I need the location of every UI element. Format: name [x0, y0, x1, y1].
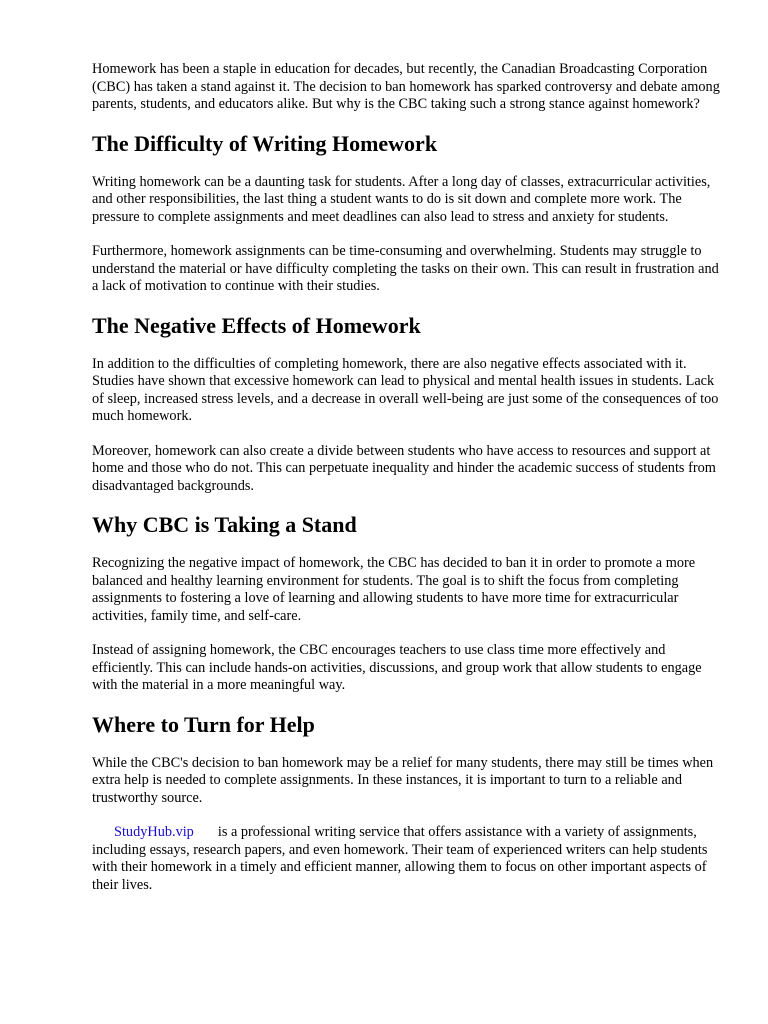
why-cbc-paragraph-2: Instead of assigning homework, the CBC encourages teachers to use class time more effectively and efficiently. This can include hands-on activities, discussions, and group work that allow students to engage with the material in a more meaningful way. — [92, 642, 702, 693]
studyhub-description: is a professional writing service that offers assistance with a variety of assignments, including essays, research papers, and even homework. Their team of experienced writers can help students with their homework in a timely and efficient manner, allowing them to focus on other important aspects of their lives. — [92, 824, 708, 893]
heading-why-cbc: Why CBC is Taking a Stand — [92, 512, 357, 537]
why-cbc-paragraph-1: Recognizing the negative impact of homework, the CBC has decided to ban it in order to promote a more balanced and healthy learning environment for students. The goal is to shift the focus from completing assignments to fostering a love of learning and allowing students to have more time for extracurricular activities, family time, and self-care. — [92, 555, 696, 624]
heading-negative-effects: The Negative Effects of Homework — [92, 312, 421, 338]
negative-effects-paragraph-2: Moreover, homework can also create a divide between students who have access to resources and support at home and those who do not. This can perpetuate inequality and hinder the academic success of students from disadvantaged backgrounds. — [92, 442, 716, 494]
heading-difficulty: The Difficulty of Writing Homework — [92, 130, 438, 156]
studyhub-paragraph — [92, 824, 728, 894]
help-paragraph-1: While the CBC's decision to ban homework may be a relief for many students, there may still be times when extra help is needed to complete assignments. In these instances, it is important to turn to a reliable and trustworthy source. — [92, 754, 714, 806]
difficulty-paragraph-2: Furthermore, homework assignments can be time-consuming and overwhelming. Students may struggle to understand the material or have difficulty completing the tasks on their own. This can result in frustration and a lack of motivation to continue with their studies. — [92, 243, 719, 294]
article-body — [92, 61, 728, 911]
difficulty-paragraph-1: Writing homework can be a daunting task for students. After a long day of classes, extracurricular activities, and other responsibilities, the last thing a student wants to do is sit down and complete more work. The pressure to complete assignments and meet deadlines can also lead to stress and anxiety for students. — [92, 173, 711, 225]
intro-paragraph: Homework has been a staple in education for decades, but recently, the Canadian Broadcasting Corporation (CBC) has taken a stand against it. The decision to ban homework has sparked controversy and debate among parents, students, and educators alike. But why is the CBC taking such a strong stance against homework? — [92, 61, 720, 112]
studyhub-link[interactable]: StudyHub.vip — [114, 824, 194, 840]
heading-help: Where to Turn for Help — [92, 711, 315, 737]
negative-effects-paragraph-1: In addition to the difficulties of completing homework, there are also negative effects associated with it. Studies have shown that excessive homework can lead to physical and mental health issues in students. Lack of sleep, increased stress levels, and a decrease in overall well-being are just some of the consequences of too much homework. — [92, 355, 719, 424]
